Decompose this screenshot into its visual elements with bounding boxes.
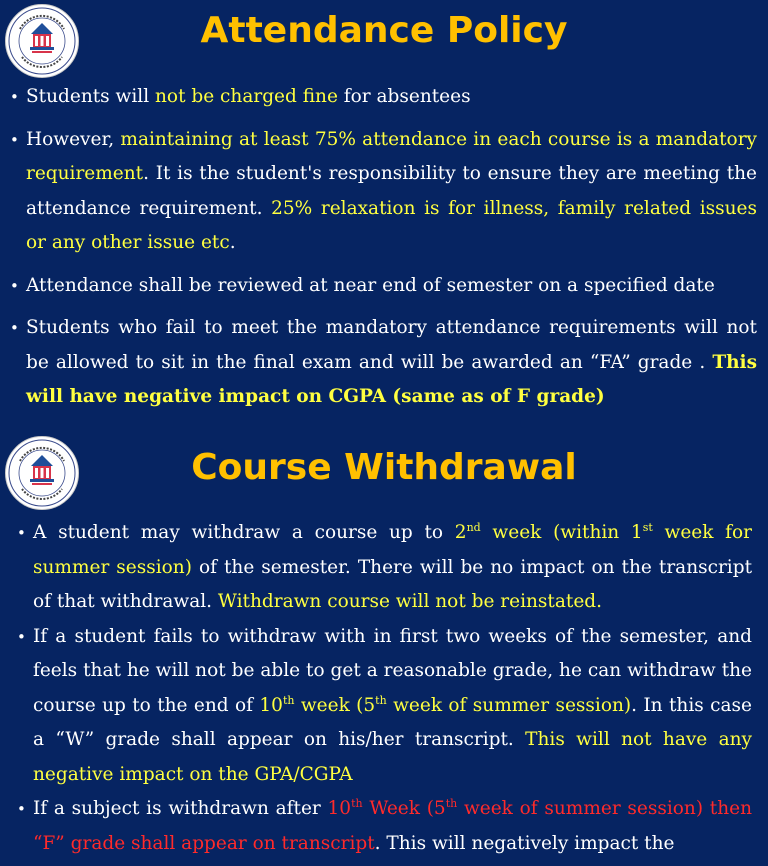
list-item: • Attendance shall be reviewed at near end of semester on a specified date	[26, 269, 757, 304]
list-item: • Students will not be charged fine for absentees	[26, 80, 757, 115]
list-item: • Students who fail to meet the mandatory attendance requirements will not be allowed to sit in the final exam and will be awarded an “FA” grade . This will have negative impact on CGPA (same as of F grade)	[26, 311, 757, 415]
list-item: • If a student fails to withdraw with in first two weeks of the semester, and feels that he will not be able to get a reasonable grade, he can withdraw the course up to the end of 10th week (5th week of summer session). In this case a “W” grade shall appear on his/her transcript. This will not have any negative impact on the GPA/CGPA	[33, 620, 752, 793]
attendance-policy-title: Attendance Policy	[200, 10, 568, 51]
attendance-policy-list	[26, 80, 757, 423]
list-item: • If a subject is withdrawn after 10th Week (5th week of summer session) then “F” grade shall appear on transcript. This will negatively impact the	[33, 792, 752, 861]
course-withdrawal-list	[33, 516, 752, 861]
list-item: • A student may withdraw a course up to 2nd week (within 1st week for summer session) of the semester. There will be no impact on the transcript of that withdrawal. Withdrawn course will not be reinstated.	[33, 516, 752, 620]
list-item: • However, maintaining at least 75% attendance in each course is a mandatory requirement. It is the student's responsibility to ensure they are meeting the attendance requirement. 25% relaxation is for illness, family related issues or any other issue etc.	[26, 123, 757, 261]
course-withdrawal-title: Course Withdrawal	[191, 447, 577, 488]
